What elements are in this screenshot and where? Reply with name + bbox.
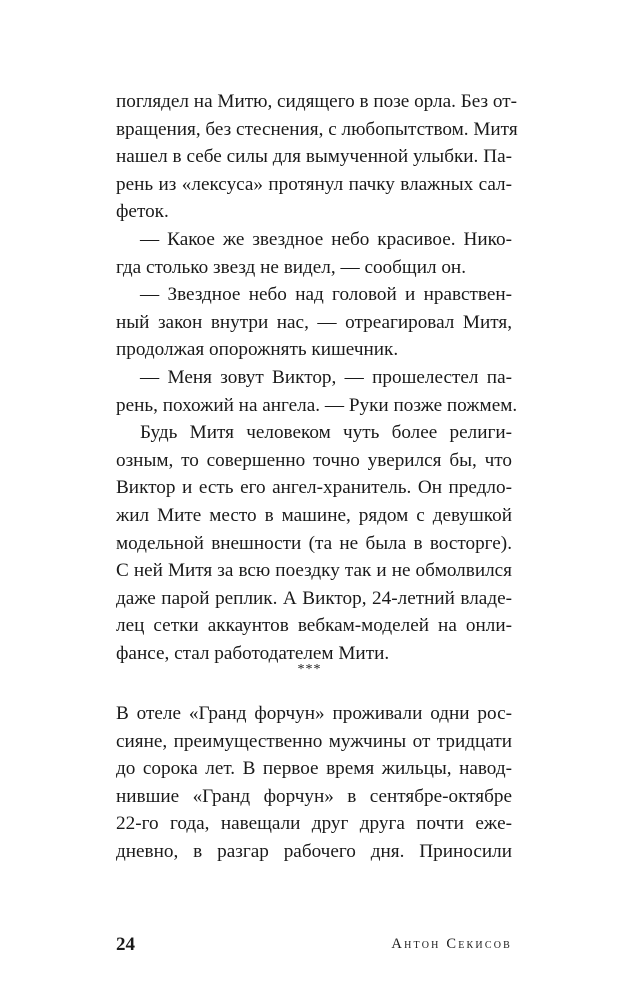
text-line: рень из «лексуса» протянул пачку влажных сал- (116, 173, 512, 195)
text-line: — Звездное небо над головой и нравствен- (140, 284, 512, 306)
page-number: 24 (116, 934, 135, 955)
text-line: нившие «Гранд форчун» в сентябре-октябре (116, 785, 512, 807)
body-text-top (116, 88, 518, 667)
text-line: С ней Митя за всю поездку так и не обмолвился (116, 560, 512, 582)
text-line: ный закон внутри нас, — отреагировал Митя, (116, 311, 512, 333)
running-head-author: Антон Секисов (391, 936, 512, 952)
text-line: Виктор и есть его ангел-хранитель. Он предло- (116, 477, 512, 499)
text-line: до сорока лет. В первое время жильцы, навод- (116, 758, 512, 780)
text-line: вращения, без стеснения, с любопытством. Митя (116, 118, 518, 140)
text-line: сияне, преимущественно мужчины от тридцати (116, 730, 512, 752)
text-line: озным, то совершенно точно уверился бы, что (116, 449, 512, 471)
text-line: — Какое же звездное небо красивое. Нико- (140, 228, 512, 250)
text-line: нашел в себе силы для вымученной улыбки. Па- (116, 146, 512, 168)
text-line: даже парой реплик. А Виктор, 24-летний владе- (116, 587, 512, 609)
text-line: дневно, в разгар рабочего дня. Приносили (116, 840, 512, 862)
text-line: фансе, стал работодателем Мити. (116, 642, 390, 664)
text-line: В отеле «Гранд форчун» проживали одни рос- (116, 703, 512, 724)
text-line: феток. (116, 201, 169, 223)
text-line: поглядел на Митю, сидящего в позе орла. Без от- (116, 91, 517, 112)
text-line: — Меня зовут Виктор, — прошелестел па- (140, 366, 512, 388)
text-line: продолжая опорожнять кишечник. (116, 339, 399, 361)
text-line: гда столько звезд не видел, — сообщил он. (116, 256, 466, 278)
section-separator: *** (297, 662, 322, 677)
body-text-bottom (116, 700, 512, 866)
text-line: 22-го года, навещали друг друга почти ежe- (116, 813, 512, 835)
text-line: жил Мите место в машине, рядом с девушкой (116, 504, 512, 526)
text-line: Будь Митя человеком чуть более религи- (140, 422, 512, 444)
text-line: лец сетки аккаунтов вебкам-моделей на онли- (116, 615, 512, 637)
text-line: модельной внешности (та не была в восторге). (116, 532, 512, 554)
text-line: рень, похожий на ангела. — Руки позже пожмем. (116, 394, 518, 416)
